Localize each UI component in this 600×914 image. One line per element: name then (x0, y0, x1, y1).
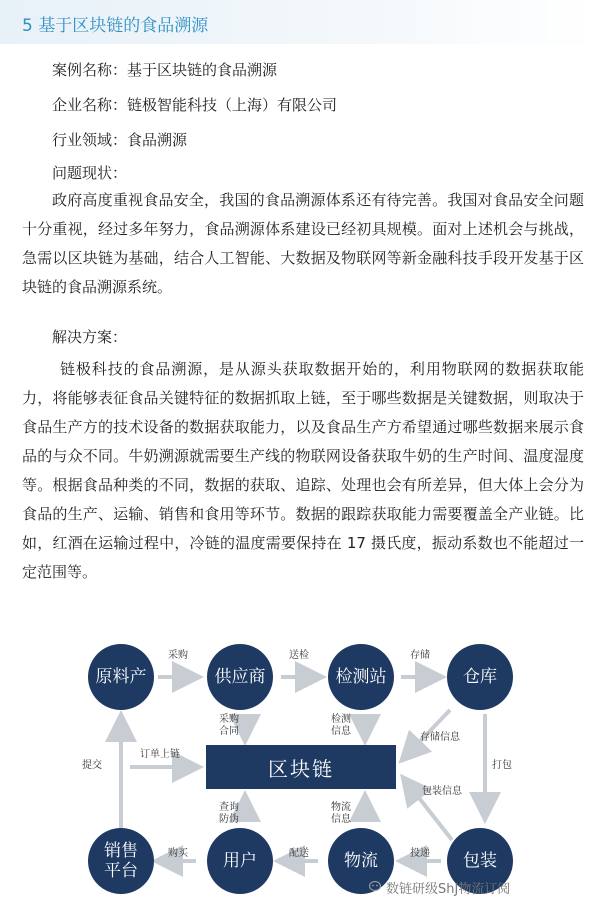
label-send-check: 送检 (289, 650, 309, 661)
problem-paragraph: 政府高度重视食品安全，我国的食品溯源体系还有待完善。我国对食品安全问题十分重视，经过多年努力，食品溯源体系建设已经初具规模。面对上述机会与挑战，急需以区块链为基础，结合人工智能、大数据及物联网等新金融科技手段开发基于区块链的食品溯源系统。 (22, 191, 584, 296)
node-sales-platform: 销售平台 (88, 828, 154, 894)
label-pack: 打包 (492, 760, 512, 771)
node-blockchain: 区块链 (206, 745, 396, 789)
node-raw-producer: 原料产 (88, 644, 154, 710)
traceability-diagram (0, 630, 600, 914)
node-packaging: 包装 (447, 828, 513, 894)
problem-heading: 问题现状： (52, 164, 128, 182)
label-buy: 购买 (168, 848, 188, 859)
label-storage-info: 存储信息 (420, 732, 460, 743)
node-logistics: 物流 (328, 828, 394, 894)
company-name: 企业名称：链极智能科技（上海）有限公司 (52, 96, 338, 114)
label-order-onchain: 订单上链 (140, 749, 180, 760)
label-storage: 存储 (410, 650, 430, 661)
industry-field: 行业领域：食品溯源 (52, 131, 188, 149)
watermark: 数链研级ShJ物流订阅 (386, 882, 511, 897)
title-bar (0, 0, 600, 44)
label-ship: 投递 (410, 848, 430, 859)
label-purchase-contract: 采购合同 (219, 714, 239, 737)
section-title: 5 基于区块链的食品溯源 (22, 16, 209, 36)
label-deliver: 配送 (289, 848, 309, 859)
label-submit: 提交 (82, 760, 102, 771)
case-name: 案例名称：基于区块链的食品溯源 (52, 61, 278, 79)
label-purchase: 采购 (168, 650, 188, 661)
node-warehouse: 仓库 (447, 644, 513, 710)
node-supplier: 供应商 (207, 644, 273, 710)
label-pack-info: 包装信息 (422, 786, 462, 797)
node-user: 用户 (207, 828, 273, 894)
solution-heading: 解决方案： (52, 328, 128, 346)
label-query-anticounterfeit: 查询防伪 (219, 802, 239, 825)
label-logistics-info: 物流信息 (331, 802, 351, 825)
solution-paragraph: 链极科技的食品溯源，是从源头获取数据开始的，利用物联网的数据获取能力，将能够表征食品关键特征的数据抓取上链，至于哪些数据是关键数据，则取决于食品生产方的技术设备的数据获取能力，以及食品生产方希望通过哪些数据来展示食品的与众不同。牛奶溯源就需要生产线的物联网设备获取牛奶的生产时间、温度湿度等。根据食品种类的不同，数据的获取、追踪、处理也会有所差异，但大体上会分为食品的生产、运输、销售和食用等环节。数据的跟踪获取能力需要覆盖全产业链。比如，红酒在运输过程中，冷链的温度需要保持在 17 摄氏度，振动系数也不能超过一定范围等。 (22, 360, 584, 581)
wechat-icon (369, 880, 383, 894)
node-inspection-station: 检测站 (328, 644, 394, 710)
label-check-info: 检测信息 (331, 714, 351, 737)
